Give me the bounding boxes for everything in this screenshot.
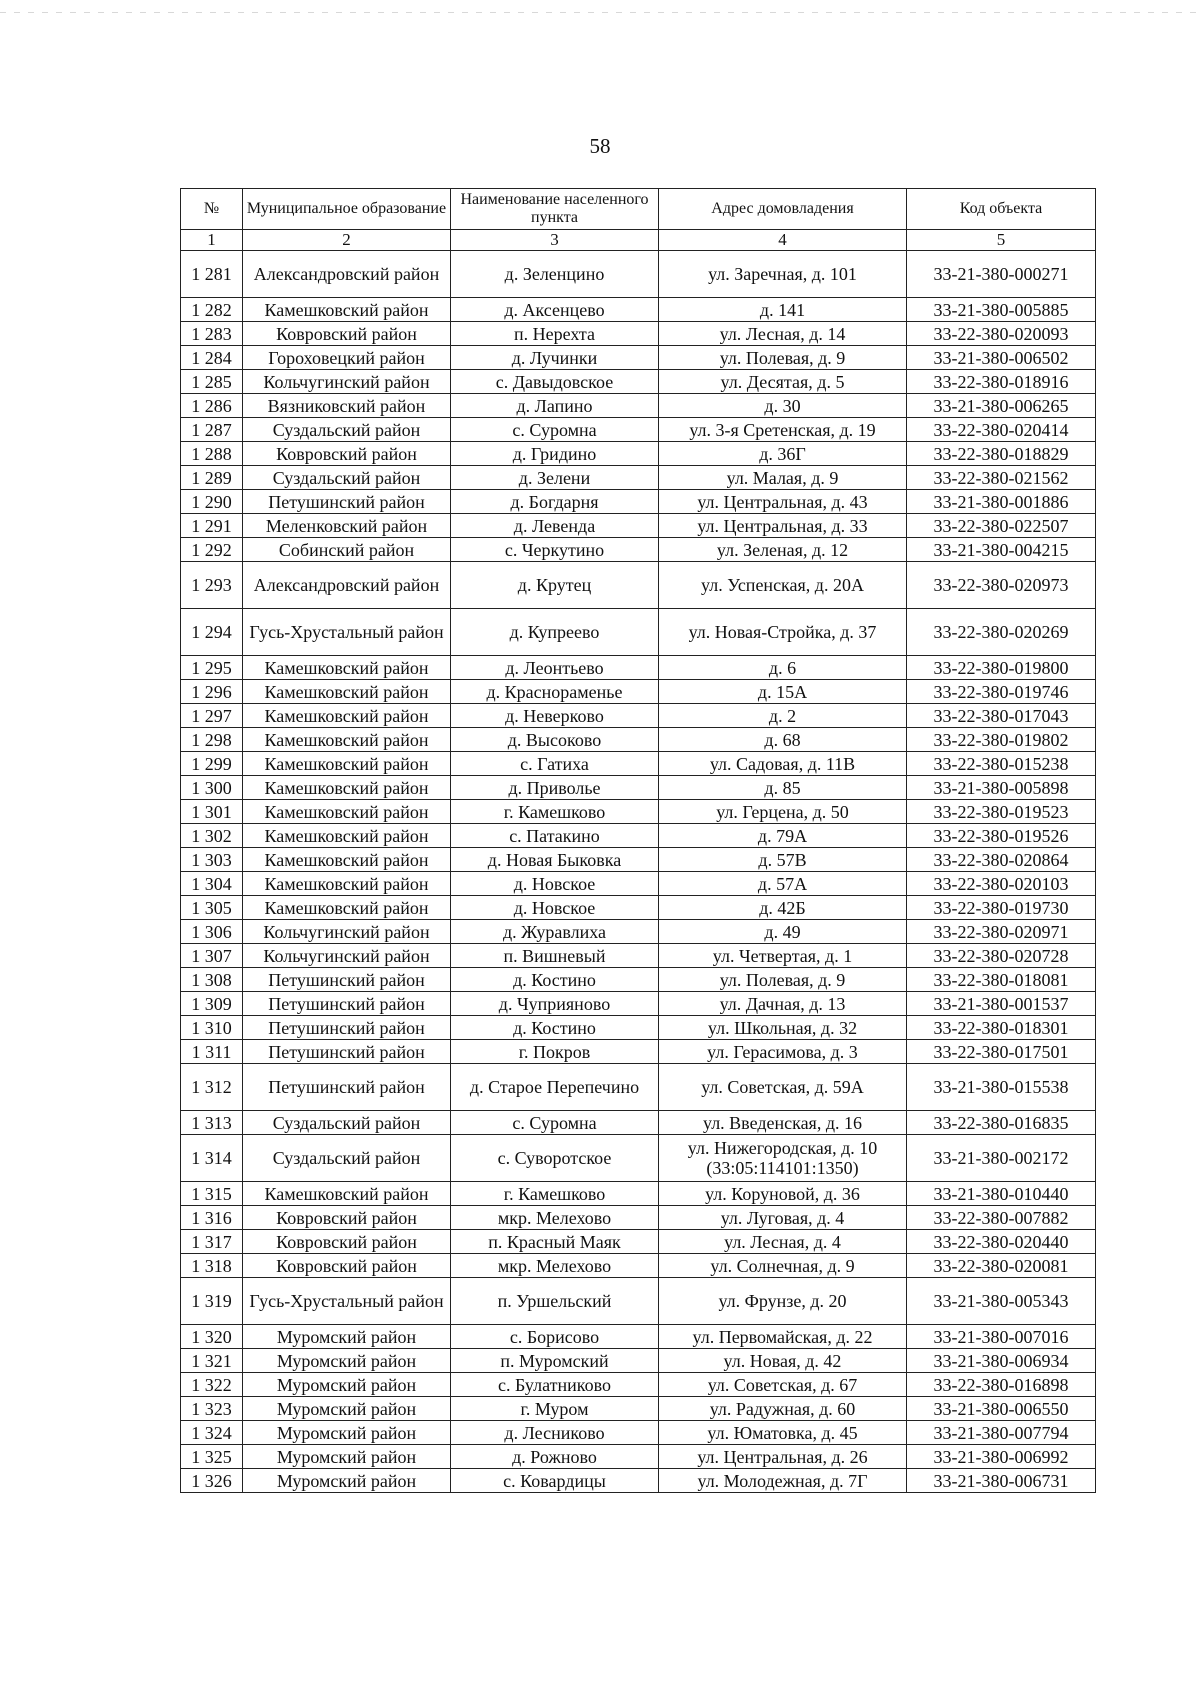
table-row [181, 609, 1096, 656]
municipality-cell: Петушинский район [243, 1064, 451, 1111]
row-number: 1 316 [181, 1206, 243, 1230]
object-code-cell: 33-21-380-006550 [907, 1397, 1096, 1421]
object-code-cell: 33-21-380-000271 [907, 251, 1096, 298]
row-number: 1 309 [181, 992, 243, 1016]
address-cell: д. 68 [659, 728, 907, 752]
municipality-cell: Муромский район [243, 1325, 451, 1349]
settlement-cell: д. Журавлиха [451, 920, 659, 944]
object-code-cell: 33-22-380-020081 [907, 1254, 1096, 1278]
object-code-cell: 33-21-380-010440 [907, 1182, 1096, 1206]
row-number: 1 281 [181, 251, 243, 298]
address-cell: ул. Полевая, д. 9 [659, 968, 907, 992]
table-row [181, 1111, 1096, 1135]
row-number: 1 293 [181, 562, 243, 609]
municipality-cell: Муромский район [243, 1349, 451, 1373]
object-code-cell: 33-22-380-020973 [907, 562, 1096, 609]
address-cell: ул. Четвертая, д. 1 [659, 944, 907, 968]
address-cell: ул. Заречная, д. 101 [659, 251, 907, 298]
table-row [181, 1040, 1096, 1064]
settlement-cell: д. Краснораменье [451, 680, 659, 704]
header-object-code: Код объекта [907, 189, 1096, 230]
settlement-cell: с. Давыдовское [451, 370, 659, 394]
row-number: 1 307 [181, 944, 243, 968]
address-cell: ул. Герасимова, д. 3 [659, 1040, 907, 1064]
header-row [181, 189, 1096, 230]
table-row [181, 896, 1096, 920]
row-number: 1 288 [181, 442, 243, 466]
row-number: 1 300 [181, 776, 243, 800]
table-row [181, 800, 1096, 824]
address-cell: ул. Центральная, д. 26 [659, 1445, 907, 1469]
object-code-cell: 33-21-380-001537 [907, 992, 1096, 1016]
settlement-cell: п. Уршельский [451, 1278, 659, 1325]
address-cell: ул. Новая, д. 42 [659, 1349, 907, 1373]
municipality-cell: Ковровский район [243, 1254, 451, 1278]
object-code-cell: 33-21-380-006265 [907, 394, 1096, 418]
address-cell: ул. Введенская, д. 16 [659, 1111, 907, 1135]
settlement-cell: с. Ковардицы [451, 1469, 659, 1493]
header-number: № [181, 189, 243, 230]
table-row [181, 1016, 1096, 1040]
table-row [181, 1182, 1096, 1206]
settlement-cell: с. Суромна [451, 1111, 659, 1135]
object-code-cell: 33-21-380-001886 [907, 490, 1096, 514]
row-number: 1 299 [181, 752, 243, 776]
address-cell: ул. Коруновой, д. 36 [659, 1182, 907, 1206]
object-code-cell: 33-22-380-019802 [907, 728, 1096, 752]
settlement-cell: г. Покров [451, 1040, 659, 1064]
row-number: 1 317 [181, 1230, 243, 1254]
settlement-cell: д. Костино [451, 968, 659, 992]
municipality-cell: Ковровский район [243, 1206, 451, 1230]
table-row [181, 1278, 1096, 1325]
settlement-cell: с. Гатиха [451, 752, 659, 776]
table-row [181, 1254, 1096, 1278]
row-number: 1 297 [181, 704, 243, 728]
address-cell: ул. Новая-Стройка, д. 37 [659, 609, 907, 656]
row-number: 1 312 [181, 1064, 243, 1111]
municipality-cell: Петушинский район [243, 992, 451, 1016]
municipality-cell: Кольчугинский район [243, 370, 451, 394]
address-cell: ул. Первомайская, д. 22 [659, 1325, 907, 1349]
municipality-cell: Кольчугинский район [243, 944, 451, 968]
settlement-cell: с. Суромна [451, 418, 659, 442]
table-row [181, 1349, 1096, 1373]
settlement-cell: д. Крутец [451, 562, 659, 609]
table-row [181, 824, 1096, 848]
municipality-cell: Александровский район [243, 562, 451, 609]
table-row [181, 872, 1096, 896]
row-number: 1 291 [181, 514, 243, 538]
row-number: 1 294 [181, 609, 243, 656]
row-number: 1 318 [181, 1254, 243, 1278]
object-code-cell: 33-22-380-020103 [907, 872, 1096, 896]
row-number: 1 310 [181, 1016, 243, 1040]
address-cell: ул. Полевая, д. 9 [659, 346, 907, 370]
object-code-cell: 33-22-380-020414 [907, 418, 1096, 442]
municipality-cell: Ковровский район [243, 1230, 451, 1254]
address-cell: ул. Малая, д. 9 [659, 466, 907, 490]
scan-artifact-line [0, 12, 1200, 13]
settlement-cell: д. Новское [451, 896, 659, 920]
row-number: 1 283 [181, 322, 243, 346]
object-code-cell: 33-22-380-007882 [907, 1206, 1096, 1230]
table-row [181, 992, 1096, 1016]
municipality-cell: Муромский район [243, 1445, 451, 1469]
row-number: 1 323 [181, 1397, 243, 1421]
object-code-cell: 33-21-380-015538 [907, 1064, 1096, 1111]
object-code-cell: 33-21-380-006502 [907, 346, 1096, 370]
table-row [181, 1325, 1096, 1349]
address-cell: д. 36Г [659, 442, 907, 466]
municipality-cell: Камешковский район [243, 656, 451, 680]
settlement-cell: п. Красный Маяк [451, 1230, 659, 1254]
address-cell: ул. Советская, д. 59А [659, 1064, 907, 1111]
row-number: 1 284 [181, 346, 243, 370]
settlement-cell: д. Костино [451, 1016, 659, 1040]
settlement-cell: д. Зелени [451, 466, 659, 490]
table-row [181, 1206, 1096, 1230]
object-code-cell: 33-22-380-020093 [907, 322, 1096, 346]
object-code-cell: 33-21-380-005885 [907, 298, 1096, 322]
municipality-cell: Камешковский район [243, 298, 451, 322]
header-municipality: Муниципальное образование [243, 189, 451, 230]
municipality-cell: Камешковский район [243, 704, 451, 728]
object-code-cell: 33-22-380-018829 [907, 442, 1096, 466]
municipality-cell: Камешковский район [243, 728, 451, 752]
object-code-cell: 33-22-380-020728 [907, 944, 1096, 968]
settlement-cell: д. Высоково [451, 728, 659, 752]
address-cell: д. 49 [659, 920, 907, 944]
address-cell: ул. Садовая, д. 11В [659, 752, 907, 776]
municipality-cell: Петушинский район [243, 1040, 451, 1064]
address-cell: д. 30 [659, 394, 907, 418]
row-number: 1 285 [181, 370, 243, 394]
column-number: 1 [181, 230, 243, 251]
address-cell: д. 57А [659, 872, 907, 896]
municipality-cell: Камешковский район [243, 776, 451, 800]
settlement-cell: г. Муром [451, 1397, 659, 1421]
table-row [181, 346, 1096, 370]
table-row [181, 538, 1096, 562]
municipality-cell: Петушинский район [243, 968, 451, 992]
settlement-cell: д. Новское [451, 872, 659, 896]
table-row [181, 1469, 1096, 1493]
municipality-cell: Меленковский район [243, 514, 451, 538]
municipality-cell: Муромский район [243, 1373, 451, 1397]
row-number: 1 311 [181, 1040, 243, 1064]
object-code-cell: 33-22-380-021562 [907, 466, 1096, 490]
object-code-cell: 33-21-380-007016 [907, 1325, 1096, 1349]
object-code-cell: 33-21-380-007794 [907, 1421, 1096, 1445]
table-row [181, 944, 1096, 968]
municipality-cell: Ковровский район [243, 442, 451, 466]
row-number: 1 324 [181, 1421, 243, 1445]
municipality-cell: Петушинский район [243, 1016, 451, 1040]
settlement-cell: г. Камешково [451, 800, 659, 824]
object-code-cell: 33-21-380-004215 [907, 538, 1096, 562]
municipality-cell: Камешковский район [243, 872, 451, 896]
settlement-cell: д. Купреево [451, 609, 659, 656]
table-row [181, 442, 1096, 466]
object-code-cell: 33-21-380-006731 [907, 1469, 1096, 1493]
settlement-cell: д. Лесниково [451, 1421, 659, 1445]
row-number: 1 298 [181, 728, 243, 752]
address-cell: д. 57В [659, 848, 907, 872]
object-code-cell: 33-21-380-006992 [907, 1445, 1096, 1469]
table-row [181, 322, 1096, 346]
address-cell: д. 6 [659, 656, 907, 680]
settlement-cell: д. Аксенцево [451, 298, 659, 322]
municipality-cell: Муромский район [243, 1397, 451, 1421]
table-row [181, 656, 1096, 680]
row-number: 1 306 [181, 920, 243, 944]
row-number: 1 321 [181, 1349, 243, 1373]
table-row [181, 394, 1096, 418]
row-number: 1 286 [181, 394, 243, 418]
address-cell: д. 85 [659, 776, 907, 800]
address-cell: ул. Лесная, д. 4 [659, 1230, 907, 1254]
object-code-cell: 33-21-380-005898 [907, 776, 1096, 800]
settlement-cell: с. Черкутино [451, 538, 659, 562]
object-code-cell: 33-22-380-018301 [907, 1016, 1096, 1040]
table-row [181, 1230, 1096, 1254]
object-code-cell: 33-22-380-020269 [907, 609, 1096, 656]
municipality-cell: Муромский район [243, 1469, 451, 1493]
row-number: 1 305 [181, 896, 243, 920]
object-code-cell: 33-22-380-016835 [907, 1111, 1096, 1135]
table-row [181, 968, 1096, 992]
row-number: 1 289 [181, 466, 243, 490]
table-row [181, 370, 1096, 394]
address-cell: д. 42Б [659, 896, 907, 920]
municipality-cell: Суздальский район [243, 418, 451, 442]
address-cell: ул. Солнечная, д. 9 [659, 1254, 907, 1278]
object-code-cell: 33-21-380-002172 [907, 1135, 1096, 1182]
municipality-cell: Камешковский район [243, 800, 451, 824]
row-number: 1 301 [181, 800, 243, 824]
table-row [181, 704, 1096, 728]
address-cell: ул. Герцена, д. 50 [659, 800, 907, 824]
row-number: 1 313 [181, 1111, 243, 1135]
address-cell: ул. Зеленая, д. 12 [659, 538, 907, 562]
table-row [181, 1135, 1096, 1182]
row-number: 1 304 [181, 872, 243, 896]
row-number: 1 315 [181, 1182, 243, 1206]
table-row [181, 752, 1096, 776]
address-cell: ул. Успенская, д. 20А [659, 562, 907, 609]
row-number: 1 292 [181, 538, 243, 562]
address-cell: ул. Школьная, д. 32 [659, 1016, 907, 1040]
households-table [180, 188, 1096, 1493]
settlement-cell: д. Лучинки [451, 346, 659, 370]
table-row [181, 251, 1096, 298]
settlement-cell: д. Гридино [451, 442, 659, 466]
settlement-cell: с. Патакино [451, 824, 659, 848]
address-cell: ул. Дачная, д. 13 [659, 992, 907, 1016]
column-number: 5 [907, 230, 1096, 251]
object-code-cell: 33-22-380-019800 [907, 656, 1096, 680]
page-number: 58 [589, 134, 611, 158]
municipality-cell: Вязниковский район [243, 394, 451, 418]
row-number: 1 325 [181, 1445, 243, 1469]
settlement-cell: д. Рожново [451, 1445, 659, 1469]
municipality-cell: Ковровский район [243, 322, 451, 346]
municipality-cell: Камешковский район [243, 848, 451, 872]
settlement-cell: п. Нерехта [451, 322, 659, 346]
table-row [181, 680, 1096, 704]
settlement-cell: г. Камешково [451, 1182, 659, 1206]
column-number: 4 [659, 230, 907, 251]
address-cell: ул. Молодежная, д. 7Г [659, 1469, 907, 1493]
table-row [181, 418, 1096, 442]
settlement-cell: д. Левенда [451, 514, 659, 538]
row-number: 1 314 [181, 1135, 243, 1182]
table-row [181, 1397, 1096, 1421]
address-cell: ул. Советская, д. 67 [659, 1373, 907, 1397]
address-cell: ул. 3-я Сретенская, д. 19 [659, 418, 907, 442]
object-code-cell: 33-22-380-016898 [907, 1373, 1096, 1397]
row-number: 1 319 [181, 1278, 243, 1325]
settlement-cell: п. Вишневый [451, 944, 659, 968]
municipality-cell: Камешковский район [243, 752, 451, 776]
municipality-cell: Гусь-Хрустальный район [243, 1278, 451, 1325]
address-cell: ул. Юматовка, д. 45 [659, 1421, 907, 1445]
row-number: 1 308 [181, 968, 243, 992]
table-row [181, 848, 1096, 872]
municipality-cell: Петушинский район [243, 490, 451, 514]
municipality-cell: Суздальский район [243, 466, 451, 490]
municipality-cell: Гусь-Хрустальный район [243, 609, 451, 656]
table-row [181, 920, 1096, 944]
address-cell: ул. Фрунзе, д. 20 [659, 1278, 907, 1325]
settlement-cell: мкр. Мелехово [451, 1206, 659, 1230]
row-number: 1 287 [181, 418, 243, 442]
address-cell: ул. Нижегородская, д. 10 (33:05:114101:1350) [659, 1135, 907, 1182]
object-code-cell: 33-22-380-018916 [907, 370, 1096, 394]
address-cell: д. 79А [659, 824, 907, 848]
table-row [181, 1421, 1096, 1445]
column-number: 2 [243, 230, 451, 251]
municipality-cell: Александровский район [243, 251, 451, 298]
address-cell: ул. Луговая, д. 4 [659, 1206, 907, 1230]
settlement-cell: д. Неверково [451, 704, 659, 728]
row-number: 1 296 [181, 680, 243, 704]
table-row [181, 1373, 1096, 1397]
address-cell: д. 141 [659, 298, 907, 322]
municipality-cell: Собинский район [243, 538, 451, 562]
settlement-cell: д. Чуприяново [451, 992, 659, 1016]
address-cell: ул. Радужная, д. 60 [659, 1397, 907, 1421]
table-row [181, 728, 1096, 752]
object-code-cell: 33-21-380-006934 [907, 1349, 1096, 1373]
settlement-cell: с. Булатниково [451, 1373, 659, 1397]
address-cell: д. 15А [659, 680, 907, 704]
table-row [181, 514, 1096, 538]
table-row [181, 562, 1096, 609]
table-row [181, 1064, 1096, 1111]
settlement-cell: д. Зеленцино [451, 251, 659, 298]
settlement-cell: д. Богдарня [451, 490, 659, 514]
table-body [181, 251, 1096, 1493]
object-code-cell: 33-22-380-019526 [907, 824, 1096, 848]
object-code-cell: 33-22-380-020971 [907, 920, 1096, 944]
settlement-cell: п. Муромский [451, 1349, 659, 1373]
row-number: 1 282 [181, 298, 243, 322]
municipality-cell: Камешковский район [243, 896, 451, 920]
settlement-cell: д. Лапино [451, 394, 659, 418]
settlement-cell: д. Леонтьево [451, 656, 659, 680]
address-cell: д. 2 [659, 704, 907, 728]
object-code-cell: 33-22-380-020864 [907, 848, 1096, 872]
settlement-cell: с. Суворотское [451, 1135, 659, 1182]
municipality-cell: Камешковский район [243, 824, 451, 848]
settlement-cell: д. Старое Перепечино [451, 1064, 659, 1111]
row-number: 1 290 [181, 490, 243, 514]
object-code-cell: 33-22-380-019730 [907, 896, 1096, 920]
object-code-cell: 33-22-380-017501 [907, 1040, 1096, 1064]
row-number: 1 302 [181, 824, 243, 848]
table-row [181, 776, 1096, 800]
municipality-cell: Камешковский район [243, 680, 451, 704]
table-row [181, 490, 1096, 514]
settlement-cell: д. Приволье [451, 776, 659, 800]
address-cell: ул. Центральная, д. 43 [659, 490, 907, 514]
address-cell: ул. Десятая, д. 5 [659, 370, 907, 394]
object-code-cell: 33-21-380-005343 [907, 1278, 1096, 1325]
object-code-cell: 33-22-380-015238 [907, 752, 1096, 776]
address-cell: ул. Центральная, д. 33 [659, 514, 907, 538]
table-row [181, 466, 1096, 490]
row-number: 1 322 [181, 1373, 243, 1397]
row-number: 1 320 [181, 1325, 243, 1349]
municipality-cell: Гороховецкий район [243, 346, 451, 370]
settlement-cell: с. Борисово [451, 1325, 659, 1349]
settlement-cell: мкр. Мелехово [451, 1254, 659, 1278]
table-row [181, 298, 1096, 322]
row-number: 1 326 [181, 1469, 243, 1493]
municipality-cell: Муромский район [243, 1421, 451, 1445]
object-code-cell: 33-22-380-022507 [907, 514, 1096, 538]
municipality-cell: Суздальский район [243, 1135, 451, 1182]
header-address: Адрес домовладения [659, 189, 907, 230]
municipality-cell: Камешковский район [243, 1182, 451, 1206]
address-cell: ул. Лесная, д. 14 [659, 322, 907, 346]
column-number: 3 [451, 230, 659, 251]
settlement-cell: д. Новая Быковка [451, 848, 659, 872]
object-code-cell: 33-22-380-019746 [907, 680, 1096, 704]
row-number: 1 303 [181, 848, 243, 872]
row-number: 1 295 [181, 656, 243, 680]
column-number-row [181, 230, 1096, 251]
municipality-cell: Кольчугинский район [243, 920, 451, 944]
header-settlement: Наименование населенного пункта [451, 189, 659, 230]
municipality-cell: Суздальский район [243, 1111, 451, 1135]
object-code-cell: 33-22-380-020440 [907, 1230, 1096, 1254]
table-row [181, 1445, 1096, 1469]
object-code-cell: 33-22-380-018081 [907, 968, 1096, 992]
object-code-cell: 33-22-380-017043 [907, 704, 1096, 728]
object-code-cell: 33-22-380-019523 [907, 800, 1096, 824]
